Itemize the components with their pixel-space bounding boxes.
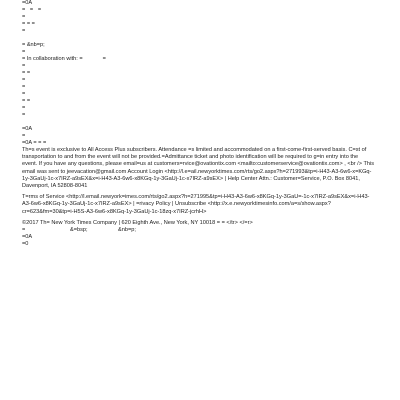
text-line: = = bbox=[22, 70, 31, 76]
text-line: =0A bbox=[22, 126, 33, 132]
text-line: = bbox=[22, 49, 26, 55]
text-line: = = = bbox=[22, 21, 35, 27]
text-line: =0A bbox=[22, 0, 33, 6]
text-line: = = = bbox=[22, 7, 42, 13]
collaboration-label: = In collaboration with: = bbox=[22, 56, 83, 62]
text-line: = bbox=[22, 63, 26, 69]
text-line: =0A = = = bbox=[22, 140, 47, 146]
text-line: = bbox=[22, 84, 26, 90]
text-line bbox=[22, 35, 374, 42]
text-line: = bbox=[22, 133, 26, 139]
text-line: =0A bbox=[22, 234, 33, 241]
event-info-paragraph: Th=s event is exclusive to All Access Plus subscribers. Attendance =s limited and accommodated on a first-come-first-served basis. C=st of transportation to and from the event will not be provided.=Admittance ticket and photo identification will be required to g=in entry into the event. If you have any questions, please email=us at customers=rvice@ovationtix.com <mailto:customerservice@ovationtix.com> , <br /> This email was sent to jeevacation@gmail.com Account Login <http://l.e=ail.newyorktimes.com/rts/go2.aspx?h=271993&tp=i-H43-A3-6w6-x=KGq-1y-3GaUj-1c-x7IRZ-a9sEX&x=i-H43-A3-6w6-x8KGq-1y-3GaUj-1c-x7IRZ-a9sEX> | Help Center Attn.: Customer=Service, P.O. Box 8041, Davenport, IA 52808-8041 bbox=[22, 147, 375, 190]
text-line: = bbox=[22, 105, 26, 111]
collaboration-line bbox=[22, 56, 374, 63]
text-line: = &nb=p; bbox=[22, 42, 45, 48]
text-line bbox=[22, 119, 374, 126]
text-line: = bbox=[22, 14, 26, 20]
text-line: = bbox=[22, 91, 26, 97]
footer-spacer-row bbox=[22, 227, 374, 234]
footer-cell: &=bsp; bbox=[70, 227, 88, 234]
top-lines bbox=[22, 0, 374, 56]
email-source-document bbox=[22, 0, 374, 248]
footer-cell: &nb=p; bbox=[118, 227, 136, 234]
text-line: = = bbox=[22, 98, 31, 104]
footer-cell: = bbox=[22, 227, 26, 234]
text-line: =0 bbox=[22, 241, 29, 248]
text-line: = bbox=[22, 77, 26, 83]
copyright-paragraph: ©2017 Th= New York Times Company | 620 Eighth Ave., New York, NY 10018 = = </tr> </=r> bbox=[22, 219, 253, 226]
text-line: = bbox=[22, 28, 26, 34]
text-line: = bbox=[22, 112, 26, 118]
collaboration-suffix: = bbox=[102, 56, 106, 62]
terms-paragraph: T=rms of Service <http://l.email.newyork=imes.com/rts/go2.aspx?h=271995&tp=i-H43-A3-6w6-x8KGq-1y-3GaU=-1c-x7IRZ-a9sEX&x=i-H43-A3-6w6-x8KGq-1y-3GaUj-1c-x7IRZ-a9sEX> | =rivacy Policy | Unsubscribe <http://x.e.newyorktimesinfo.com/a=s/show.aspx?cr=623&fm=30&tp=i-H5S-A3-6w6-x8KGq-1y-3GaUj-1c-18zq-x7IRZ-jcrhH> bbox=[22, 194, 370, 215]
mid-lines bbox=[22, 63, 374, 147]
